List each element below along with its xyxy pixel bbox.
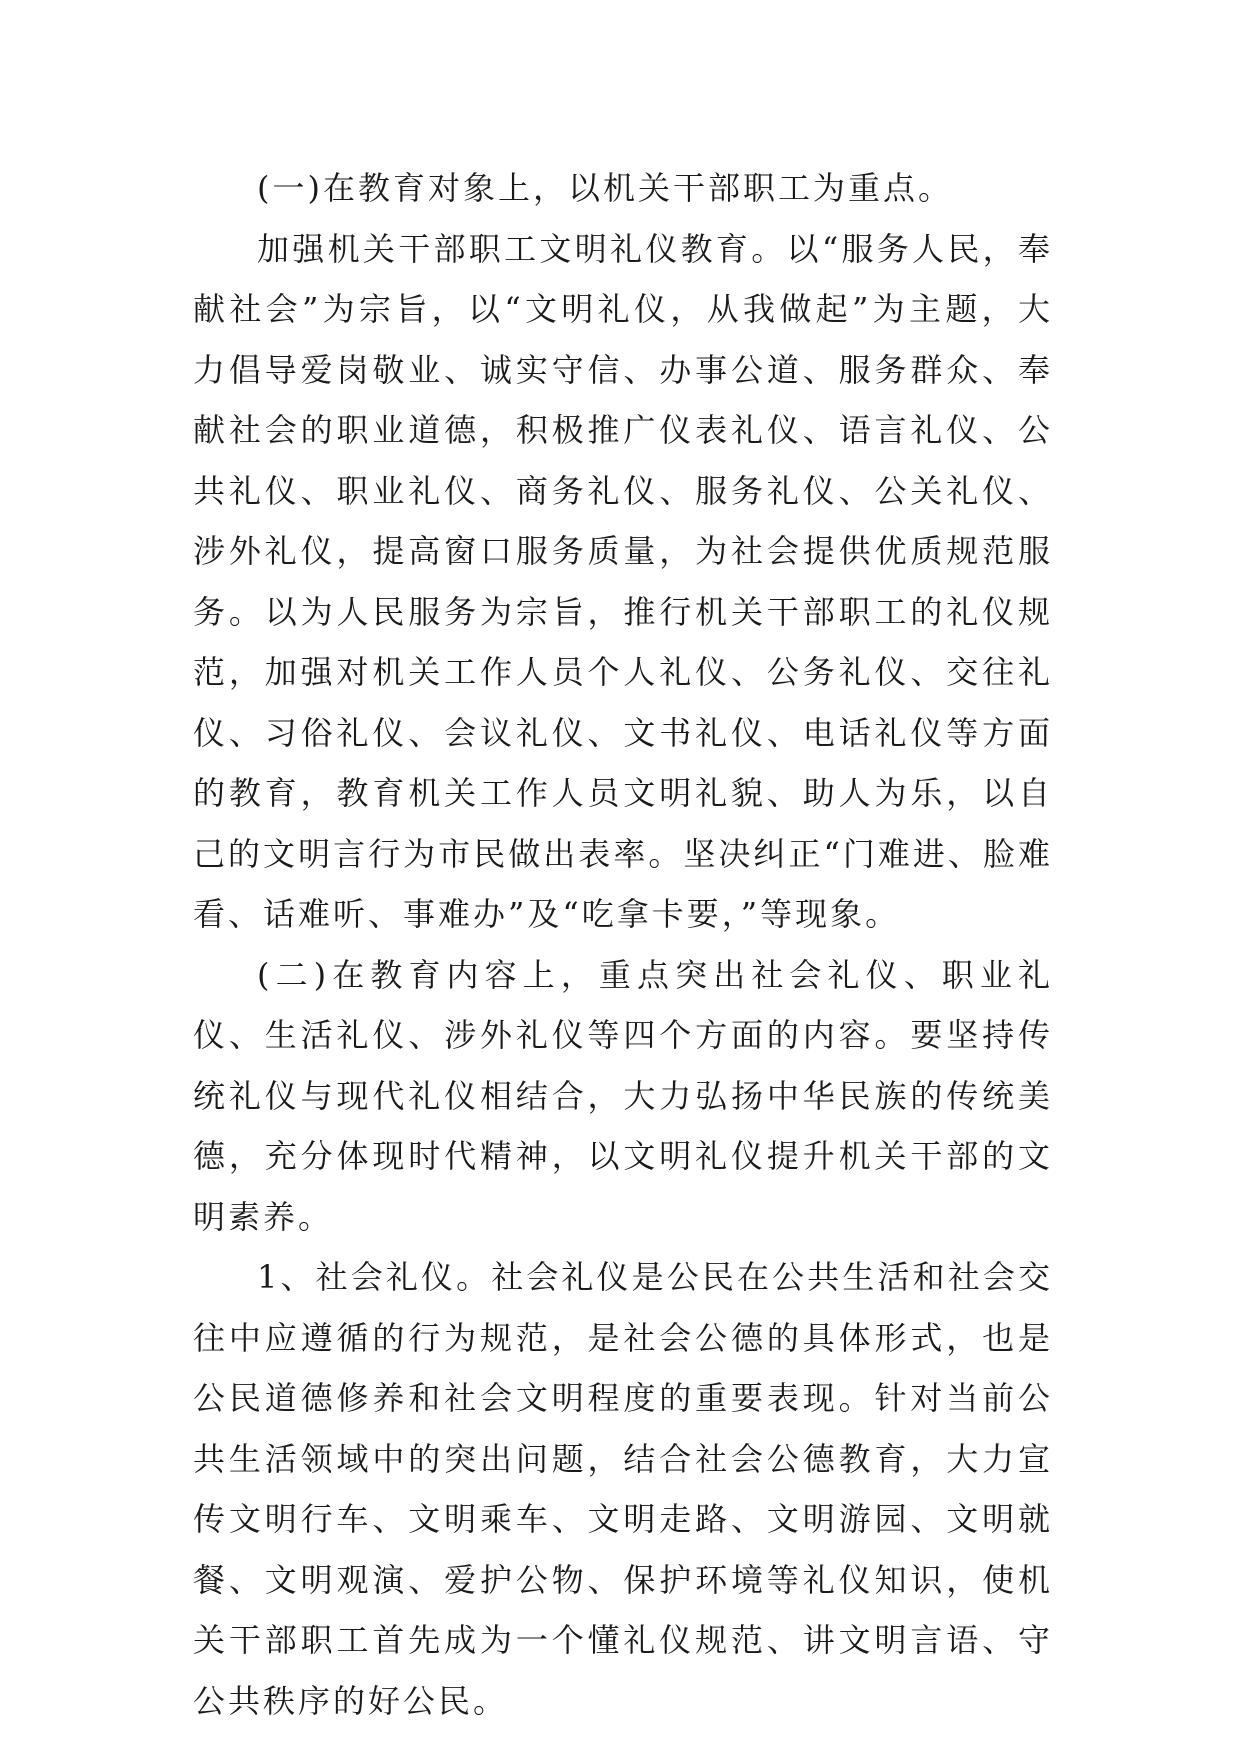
section-heading-education-target: (一)在教育对象上，以机关干部职工为重点。: [257, 169, 953, 207]
document-body: [193, 158, 1053, 1731]
paragraph-staff-etiquette-education: 加强机关干部职工文明礼仪教育。以“服务人民，奉献社会”为宗旨，以“文明礼仪，从我做起”为主题，大力倡导爱岗敬业、诚实守信、办事公道、服务群众、奉献社会的职业道德，积极推广仪表礼仪、语言礼仪、公共礼仪、职业礼仪、商务礼仪、服务礼仪、公关礼仪、涉外礼仪，提高窗口服务质量，为社会提供优质规范服务。以为人民服务为宗旨，推行机关干部职工的礼仪规范，加强对机关工作人员个人礼仪、公务礼仪、交往礼仪、习俗礼仪、会议礼仪、文书礼仪、电话礼仪等方面的教育，教育机关工作人员文明礼貌、助人为乐，以自己的文明言行为市民做出表率。坚决纠正“门难进、脸难看、话难听、事难办”及“吃拿卡要，”等现象。: [193, 229, 1053, 933]
section-heading-education-content: (二)在教育内容上，重点突出社会礼仪、职业礼仪、生活礼仪、涉外礼仪等四个方面的内容。要坚持传统礼仪与现代礼仪相结合，大力弘扬中华民族的传统美德，充分体现时代精神，以文明礼仪提升机关干部的文明素养。: [193, 955, 1053, 1236]
paragraph-social-etiquette: 1、社会礼仪。社会礼仪是公民在公共生活和社会交往中应遵循的行为规范，是社会公德的具体形式，也是公民道德修养和社会文明程度的重要表现。针对当前公共生活领域中的突出问题，结合社会公德教育，大力宣传文明行车、文明乘车、文明走路、文明游园、文明就餐、文明观演、爱护公物、保护环境等礼仪知识，使机关干部职工首先成为一个懂礼仪规范、讲文明言语、守公共秩序的好公民。: [193, 1258, 1053, 1720]
